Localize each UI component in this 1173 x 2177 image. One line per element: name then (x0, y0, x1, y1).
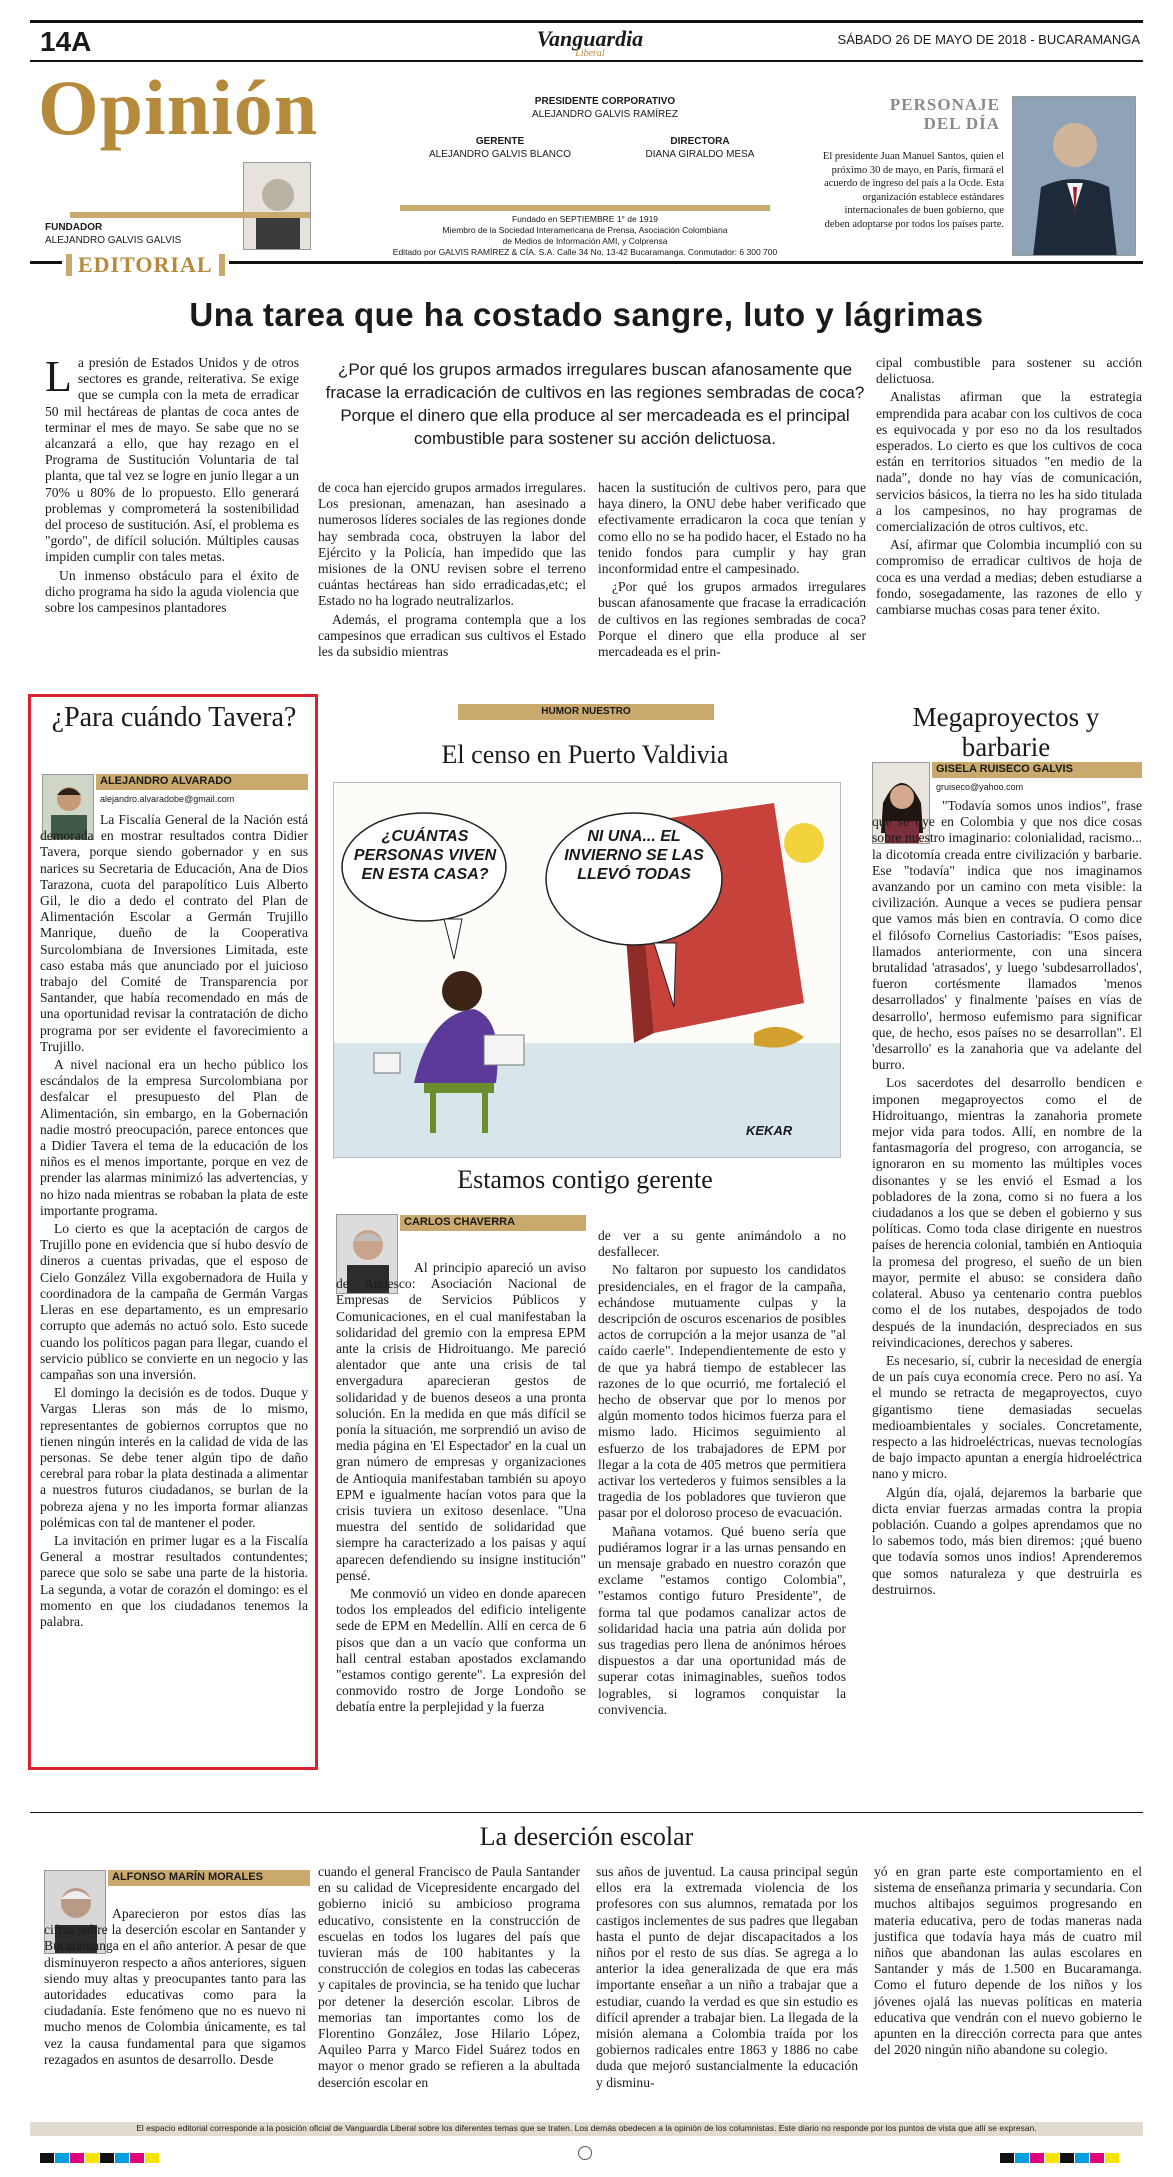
fundador-name: ALEJANDRO GALVIS GALVIS (45, 235, 182, 246)
humor-label: HUMOR NUESTRO (541, 706, 631, 717)
gerente-label: GERENTE (475, 136, 525, 147)
megaproyectos-author: GISELA RUISECO GALVIS (936, 763, 1073, 775)
page-number: 14A (40, 26, 92, 57)
cartoon-bubble-1: ¿CUÁNTAS PERSONAS VIVEN EN ESTA CASA? (353, 828, 497, 883)
registration-mark (578, 2146, 592, 2160)
imprint: Fundado en SEPTIEMBRE 1° de 1919 Miembro de la Sociedad Interamericana de Prensa, Asociación Colombiana de Medios de Información AMI, y Colprensa Editado por GALVIS RAMÍREZ & CÍA. S.A. Calle 34 No. 13-42 Bucaramanga. Conmutador: 6 300 700 (392, 214, 778, 257)
desercion-col-2: cuando el general Francisco de Paula Santander en su calidad de Vicepresidente encargado del gobierno inició su ambicioso programa educativo, consistente en la construcción de escuelas en todos los lugares del país que tuvieran más de 100 habitantes y la construcción de colegios en todas las cabeceras y capitales de provincia, se ha tenido que luchar por detener la deserción escolar. Libros de memorias tan importantes como los de Florentino González, Jose Hilario López, Aquileo Parra y Marco Fidel Suárez todos en mayor o menor grado se refieren a la abultada deserción escolar en (318, 1864, 580, 2090)
personaje-text: El presidente Juan Manuel Santos, quien el próximo 30 de mayo, en París, firmará el acuerdo de ingreso del país a la Ocde. Esta organización establece estándares internacionales de buen gobierno, que deben adoptarse por todos los países parte. (822, 151, 1004, 230)
gerente-name: ALEJANDRO GALVIS BLANCO (428, 149, 572, 160)
color-registration-left (40, 2148, 160, 2167)
masthead-sub: Liberal (575, 48, 605, 59)
footer-disclaimer: El espacio editorial corresponde a la posición oficial de Vanguardia Liberal sobre los diferentes temas que se traten. Los demás obedecen a la opinión de los columnistas. Este diario no responde por los puntos de vista que allí se expresan. (136, 2123, 1037, 2133)
fundador-photo (243, 162, 311, 250)
issue-date: SÁBADO 26 DE MAYO DE 2018 - BUCARAMANGA (837, 32, 1140, 47)
dropcap: L (45, 352, 72, 401)
desercion-col-1: Aparecieron por estos días las cifras sobre la deserción escolar en Santander y Bucaramanga en el año anterior. A pesar de que disminuyeron respecto a años anteriores, siguen siendo muy altas y preocupantes tanto para las autoridades educativas como para la ciudadanía. Este fenómeno que no es nuevo ni mucho menos de Colombia únicamente, es tal vez la causa fundamental para que sigamos rezagados en asuntos de desarrollo. Desde (44, 1906, 306, 2067)
tavera-body: La Fiscalía General de la Nación está demorada en mostrar resultados contra Didier Tavera, porque siendo gobernador y en sus narices su Secretaria de Educación, Ana de Dios Tarazona, cuota del parapolítico Luis Alberto Gil, le dio a dedo el contrato del Plan de Alimentación Escolar a Germán Trujillo Manrique, dueño de la Cooperativa Surcolombiana de Inversiones Limitada, este caso estaba más que anunciado por el juicioso trabajo del Comité de Transparencia por Santander, que había recomendado en más de una oportunidad revisar la contratación de dicho programa por ser evidente el favorecimiento a Trujillo. A nivel nacional era un hecho público los escándalos de la empresa Surcolombiana por desfalcar el presupuesto del Plan de Alimentación, sin embargo, en la Gobernación nadie mostró preocupación, parece entonces que a Didier Tavera el tema de la educación de los niños es el menos importante, porque en vez de prender las alarmas minimizó las advertencias, y no hizo nada mientras se robaban la plata de este importante programa. Lo cierto es que la aceptación de cargos de Trujillo pone en evidencia que sí hubo desvío de dineros a cuentas privadas, que el esposo de Cielo González Villa exgobernadora de Huila y coordinadora de la campaña de Germán Vargas Lleras en ese departamento, es un empresario corrupto que además no actuó solo. Esto sucede cuando los políticos pagan para llegar, cuando el servicio público se convierte en un negocio y las campañas son una inversión. El domingo la decisión es de todos. Duque y Vargas Lleras son más de lo mismo, representantes de gobiernos corruptos que no tienen ningún interés en la calidad de vida de las personas. Se debe tener algún tipo de daño cerebral para robar la plata destinada a alimentar a nuestros futuros ciudadanos, se burlan de la pobreza ajena y no les importa formar alianzas polémicas con tal de mantener el poder. La invitación en primer lugar es a la Fiscalía General a mostrar resultados contundentes; parece que solo se sabe una parte de la historia. La segunda, a votar de corazón el domingo: es el momento en que los ciudadanos tenemos la palabra. (40, 812, 308, 1629)
directora-label: DIRECTORA (670, 136, 730, 147)
directora-name: DIANA GIRALDO MESA (645, 149, 755, 160)
imprint-bar (400, 205, 770, 211)
editorial-headline: Una tarea que ha costado sangre, luto y lágrimas (189, 296, 984, 333)
personaje-label-1: PERSONAJE (889, 95, 1000, 114)
cartoon-bubble-2: NI UNA... EL INVIERNO SE LAS LLEVÓ TODAS (564, 828, 704, 883)
cartoon-signature: KEKAR (746, 1123, 793, 1138)
tavera-author: ALEJANDRO ALVARADO (100, 775, 232, 787)
presidente-name: ALEJANDRO GALVIS RAMÍREZ (532, 109, 678, 120)
personaje-photo (1012, 96, 1136, 256)
desercion-col-3: sus años de juventud. La causa principal según ellos era la extremada violencia de los profesores con sus alumnos, rematada por los castigos inclementes de sus padres que llegaban hasta el punto de dejar discapacitados a los niños por el resto de sus días. Se agrega a lo anterior la idea generalizada de que era más importante enseñar a un niño a trabajar que a estudiar, cuando la verdad es que sin estudio es difícil aprender a trabajar bien. La llegada de la misión alemana a Colombia traída por los gobiernos radicales entre 1863 y 1886 no cabe duda que mejoró sustancialmente la educación y disminu- (596, 1864, 858, 2090)
presidente-label: PRESIDENTE CORPORATIVO (534, 96, 676, 107)
editorial-label-wrap (62, 254, 229, 276)
masthead-logo: Vanguardia (536, 26, 644, 51)
megaproyectos-title: Megaproyectos y barbarie (912, 702, 1100, 762)
editorial-col-1: La presión de Estados Unidos y de otros sectores es grande, reiterativa. Se exige que se cumpla con la meta de erradicar 50 mil hectáreas de plantas de coca antes de terminar el mes de mayo. Se sabe que no se alcanzará a ello, que hay rezago en el Programa de Sustitución Voluntaria de tal planta, que tal vez se logre en junio llegar a un 70% u 80% de lo propuesto. Ello generará problemas y comprometerá la sostenibilidad del proceso de sustitución. Así, el problema es "gordo", de difícil solución. Múltiples causas impiden cumplir con tales metas. Un inmenso obstáculo para el éxito de dicho programa ha sido la aguda violencia que sobre los campesinos plantadores (45, 352, 299, 616)
editorial-label: EDITORIAL (66, 254, 225, 276)
header-rule (30, 60, 1143, 62)
personaje-label-2: DEL DÍA (923, 114, 1000, 133)
cartoon (333, 782, 841, 1158)
desercion-author: ALFONSO MARÍN MORALES (112, 1871, 263, 1883)
color-registration-right (1000, 2148, 1120, 2167)
fundador-bar (70, 212, 310, 218)
desercion-col-4: yó en gran parte este comportamiento en el sistema de enseñanza primaria y secundaria. Con muchos altibajos seguimos progresando en materia educativa, pero de todas maneras nada justifica que todavía haya más de cuatro mil niños que abandonan las aulas escolares en Santander y más de 1.500 en Bucaramanga. Como el futuro depende de los niños y los jóvenes ojalá las nuevas políticas en materia educativa que vendrán con el nuevo gobierno le apunten en la dirección correcta para que antes del 2020 ningún niño abandone su colegio. (874, 1864, 1142, 2058)
top-rule (30, 20, 1143, 23)
desercion-title: La deserción escolar (479, 1822, 694, 1851)
chaverra-col-1: Al principio apareció un aviso de Andesco: Asociación Nacional de Empresas de Servicios Públicos y Comunicaciones, en el cual manifestaban la solidaridad del gremio con la empresa EPM ante la crisis de Hidroituango. Me pareció alentador que ante una crisis de tal envergadura aparecieran gestos de solidaridad y de buenos deseos a una pronta solución. En la medida en que más difícil se ponía la situación, me sorprendió un aviso de media página en 'El Espectador' en la cual un gran número de empresas y organizaciones de Antioquia manifestaban también su apoyo EPM e igualmente hacían votos para que la crisis tuviera un exitoso desenlace. "Una muestra del sentido de solidaridad que siempre ha caracterizado a los paisas y aquí aparecen defendiendo su insigne institución" pensé. Me conmovió un video en donde aparecen todos los empleados del edificio inteligente sede de EPM en Medellín. Allí en cerca de 6 pisos que dan a un vacío que conforma un hall central estaban apostados exclamando "estamos contigo gerente". La expresión del conmovido rostro de Jorge Londoño se debatía entre la perplejidad y la fuerza (336, 1260, 586, 1715)
chaverra-col-2: de ver a su gente animándolo a no desfallecer. No faltaron por supuesto los candidatos presidenciales, en el fragor de la campaña, echándose mutuamente culpas y la descripción de oscuros escenarios de posibles actos de corrupción a la mejor usanza de "al caído caerle". Independientemente de esto y de que ya habrá tiempo de establecer las razones de lo que ocurrió, me fortaleció el hecho de observar que por lo menos por algún momento todos hicimos fuerza para el mismo lado. Hicimos seguimiento al esfuerzo de los trabajadores de EPM por llegar a la cota de 405 metros que permitiera activar los vertederos y fuimos sensibles a la tragedia de los pobladores que tuvieron que pasar por el doloroso proceso de evacuación. Mañana votamos. Qué bueno sería que pudiéramos lograr ir a las urnas pensando en un mensaje grabado en nuestro corazón que exclame "estamos contigo Colombia", "estamos contigo futuro Presidente", de forma tal que podamos canalizar actos de solidaridad hacia una patria aún dolida por sus tragedias pero llena de anónimos héroes dispuestos a dar una oportunidad más de superar cotas inimaginables, sueños todos logrables, si logramos conquistar la convivencia. (598, 1228, 847, 1717)
editorial-col-4: cipal combustible para sostener su acción delictuosa. Analistas afirman que la estrategia emprendida para acabar con los cultivos de coca es equivocada y por eso no da los resultados esperados. Lo cierto es que los cultivos de coca están en territorios situados "en medio de la nada", donde no hay vías de comunicación, servicios básicos, la tierra no les ha sido titulada a los campesinos, no hay programas de comercialización de otros cultivos, etc. Así, afirmar que Colombia incumplió con su compromiso de erradicar cultivos de hoja de coca es una verdad a medias; deben estudiarse a fondo, sosegadamente, las razones de ello y cambiarse muchas cosas para tener éxito. (876, 355, 1142, 618)
section-title: Opinión (38, 64, 319, 151)
editorial-col-3: hacen la sustitución de cultivos pero, para que haya dinero, la ONU debe haber verificado que efectivamente erradicaron la coca que tenían y como ello no se ha podido hacer, el Estado no ha tenido fondos para cumplir y hay gran inconformidad entre el campesinado. ¿Por qué los grupos armados irregulares buscan afanosamente que fracase la erradicación de cultivos en las regiones sembradas de coca? Porque el dinero que ella produce al ser mercadeada es el prin- (598, 480, 866, 660)
fundador-label: FUNDADOR (45, 222, 103, 233)
chaverra-author: CARLOS CHAVERRA (404, 1216, 516, 1228)
megaproyectos-body: "Todavía somos unos indios", frase que se oye en Colombia y que nos dice cosas sobre nuestro imaginario: colonialidad, racismo... la dicotomía creada entre civilización y barbarie. Ese "todavía" indica que nos imaginamos avanzando por un camino con meta visible: la civilización. Aunque a veces se pudiera pensar que vamos más bien en contravía. O como dice el filósofo Cornelius Castoriadis: "Esos países, llamados anteriormente, con una sincera brutalidad 'atrasados', y luego 'subdesarrollados', fueron cortésmente llamados 'menos desarrollados' y finalmente 'países en vías de desarrollo', hermoso eufemismo para significar que, de hecho, esos países no se desarrollan". El 'desarrollo' es la zanahoria que va adelante del burro. Los sacerdotes del desarrollo bendicen e imponen megaproyectos como el de Hidroituango, mientras la zanahoria promete mejor vida para todos. Allí, en nombre de la fantasmagoría del progreso, con arrogancia, se ignoraron en su momento las múltiples voces disonantes y se les envió el Esmad a los pobladores de la zona, como si no fuera a los ciudadanos a los que se deben el gobierno y sus políticas. Como toda clase dirigente en nuestros países de herencia colonial, también en Antioquia la promesa del progreso, el sueño de un bien mayor, permite el abuso: se considera daño colateral. Abuso ya centenario contra pueblos como el de los nutabes, despojados de todo después de la inundación, despreciados en sus reivindicaciones, derechos y saberes. Es necesario, sí, cubrir la necesidad de energía de un país cuya economía crece. Pero no así. Ya el mundo se retracta de megaproyectos, cuyo gigantismo tiene demasiadas secuelas medioambientales y sociales. Concretamente, respecto a las hidroeléctricas, nuevas tecnologías de bajo impacto apuntan a energía hidroeléctrica nano y micro. Algún día, ojalá, dejaremos la barbarie que dicta enviar fuerzas armadas contra la propia población. Cuando a golpes aprendamos que no lo sabemos todo, más bien diremos: ¡qué bueno que todavía somos unos indios! Aprenderemos que somos naturaleza y que destruirla es destruirnos. (872, 798, 1142, 1597)
megaproyectos-email: gruiseco@yahoo.com (936, 782, 1024, 792)
editorial-col-2: de coca han ejercido grupos armados irregulares. Los presionan, amenazan, han asesinado a numerosos líderes sociales de las regiones donde hay sembrada coca, obstruyen la labor del Ejército y la Policía, han impedido que las misiones de la ONU revisen sobre el terreno cuántas hectáreas han sido erradicadas,etc; el Estado no ha logrado neutralizarlos. Además, el programa contempla que a los campesinos que erradican sus cultivos el Estado les da subsidio mientras (318, 480, 586, 660)
tavera-title: ¿Para cuándo Tavera? (51, 702, 297, 733)
desercion-rule (30, 1812, 1143, 1813)
editorial-pullquote: ¿Por qué los grupos armados irregulares buscan afanosamente que fracase la erradicación de cultivos en las regiones sembradas de coca? Porque el dinero que ella produce al ser mercadeada es el principal combustible para sostener su acción delictuosa. (325, 360, 865, 448)
humor-title: El censo en Puerto Valdivia (441, 740, 729, 769)
tavera-email: alejandro.alvaradobe@gmail.com (100, 794, 235, 804)
chaverra-title: Estamos contigo gerente (457, 1165, 713, 1194)
